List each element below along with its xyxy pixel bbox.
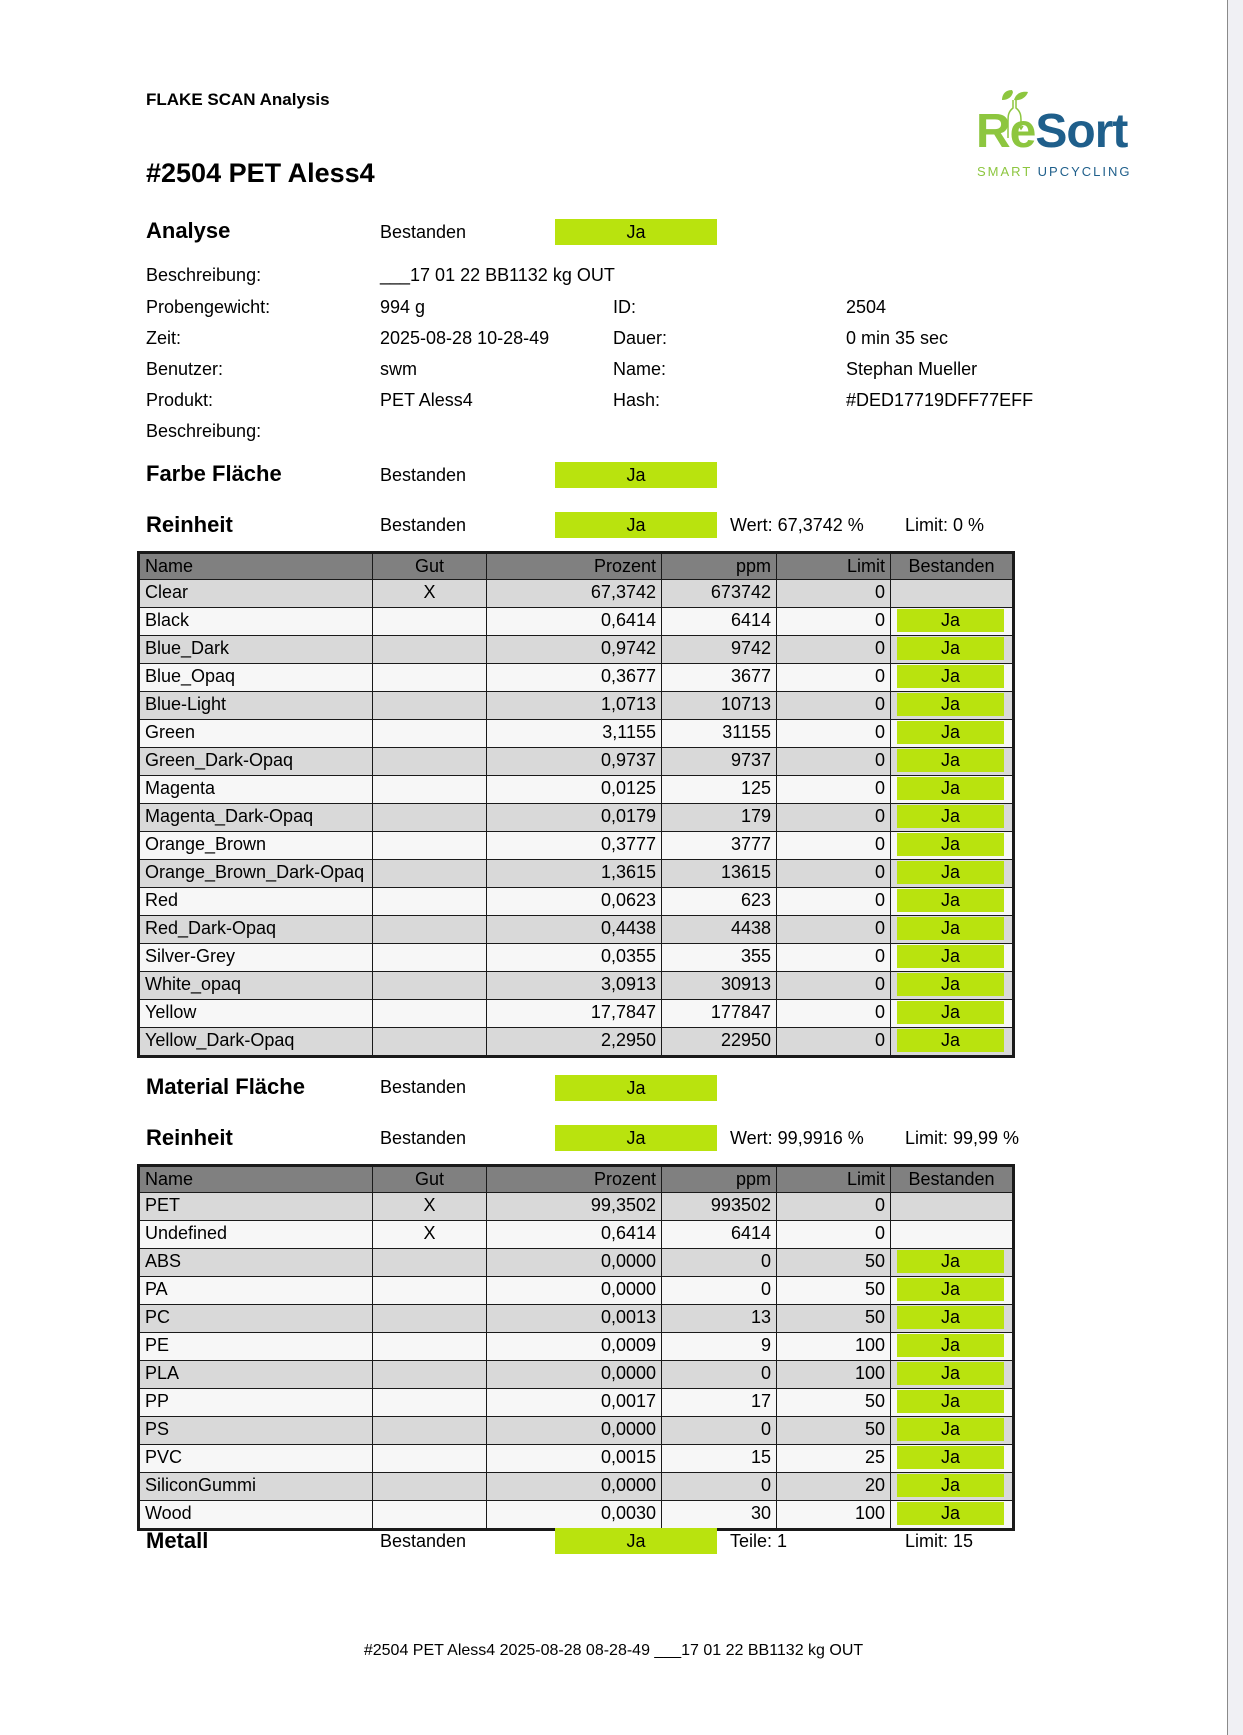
cell-prozent: 0,4438 — [487, 916, 662, 944]
name-value: Stephan Mueller — [846, 359, 978, 379]
cell-limit: 0 — [777, 1193, 891, 1221]
cell-ppm: 13 — [662, 1305, 777, 1333]
cell-bestanden — [891, 944, 1014, 972]
table-row — [139, 1473, 1014, 1501]
cell-name: Blue_Dark — [139, 636, 373, 664]
cell-name: Wood — [139, 1501, 373, 1530]
cell-limit: 0 — [777, 888, 891, 916]
cell-limit: 50 — [777, 1249, 891, 1277]
column-header-ppm: ppm — [662, 553, 777, 580]
cell-ppm: 31155 — [662, 720, 777, 748]
table-row — [139, 972, 1014, 1000]
cell-prozent: 0,0125 — [487, 776, 662, 804]
cell-limit: 0 — [777, 748, 891, 776]
cell-gut — [373, 1389, 487, 1417]
pass-badge: Ja — [897, 861, 1004, 884]
logo-tagline: SMART UPCYCLING — [977, 164, 1132, 179]
cell-bestanden — [891, 692, 1014, 720]
pass-badge: Ja — [897, 1306, 1004, 1329]
cell-bestanden — [891, 1305, 1014, 1333]
pass-badge: Ja — [897, 637, 1004, 660]
zeit-value: 2025-08-28 10-28-49 — [380, 328, 550, 348]
cell-ppm: 355 — [662, 944, 777, 972]
section-title-material: Material Fläche — [146, 1074, 305, 1099]
zeit-label: Zeit: — [146, 328, 182, 348]
report-label: FLAKE SCAN Analysis — [146, 90, 330, 109]
cell-bestanden — [891, 748, 1014, 776]
cell-ppm: 30 — [662, 1501, 777, 1530]
metall-status-label: Bestanden — [380, 1531, 467, 1551]
cell-bestanden — [891, 580, 1014, 608]
table-row — [139, 636, 1014, 664]
resort-logo — [970, 88, 1140, 183]
table-row — [139, 1000, 1014, 1028]
cell-gut — [373, 608, 487, 636]
cell-ppm: 10713 — [662, 692, 777, 720]
table-header-row — [139, 1166, 1014, 1193]
cell-limit: 0 — [777, 1028, 891, 1057]
cell-bestanden — [891, 1249, 1014, 1277]
page-footer: #2504 PET Aless4 2025-08-28 08-28-49 ___17 01 22 BB1132 kg OUT — [363, 1642, 864, 1659]
pass-badge: Ja — [897, 1001, 1004, 1024]
material-reinheit-status-label: Bestanden — [380, 1128, 467, 1148]
table-row — [139, 1501, 1014, 1530]
farbe-reinheit-status-label: Bestanden — [380, 515, 467, 535]
table-row — [139, 888, 1014, 916]
cell-prozent: 0,0030 — [487, 1501, 662, 1530]
column-header-gut: Gut — [373, 553, 487, 580]
cell-gut: X — [373, 1221, 487, 1249]
farbe-reinheit-status-badge: Ja — [555, 512, 717, 538]
farbe-status-badge: Ja — [555, 462, 717, 488]
cell-gut — [373, 720, 487, 748]
cell-ppm: 177847 — [662, 1000, 777, 1028]
cell-gut: X — [373, 1193, 487, 1221]
cell-name: Orange_Brown_Dark-Opaq — [139, 860, 373, 888]
cell-limit: 100 — [777, 1333, 891, 1361]
cell-prozent: 99,3502 — [487, 1193, 662, 1221]
hash-value: #DED17719DFF77EFF — [846, 390, 1034, 410]
column-header-bestanden: Bestanden — [891, 1166, 1014, 1193]
cell-ppm: 15 — [662, 1445, 777, 1473]
cell-prozent: 0,0015 — [487, 1445, 662, 1473]
section-title-material-reinheit: Reinheit — [146, 1125, 233, 1150]
cell-ppm: 9 — [662, 1333, 777, 1361]
cell-gut — [373, 1501, 487, 1530]
hash-label: Hash: — [613, 390, 661, 410]
column-header-limit: Limit — [777, 1166, 891, 1193]
cell-limit: 50 — [777, 1277, 891, 1305]
section-title-metall: Metall — [146, 1528, 209, 1553]
table-row — [139, 1193, 1014, 1221]
cell-limit: 0 — [777, 1000, 891, 1028]
cell-name: PLA — [139, 1361, 373, 1389]
cell-prozent: 0,0013 — [487, 1305, 662, 1333]
cell-prozent: 0,0000 — [487, 1417, 662, 1445]
cell-ppm: 3777 — [662, 832, 777, 860]
cell-limit: 0 — [777, 860, 891, 888]
cell-limit: 0 — [777, 720, 891, 748]
cell-prozent: 0,0179 — [487, 804, 662, 832]
cell-limit: 20 — [777, 1473, 891, 1501]
cell-gut — [373, 1000, 487, 1028]
cell-bestanden — [891, 916, 1014, 944]
cell-bestanden — [891, 832, 1014, 860]
table-row — [139, 1445, 1014, 1473]
cell-prozent: 2,2950 — [487, 1028, 662, 1057]
cell-bestanden — [891, 1501, 1014, 1530]
cell-prozent: 0,6414 — [487, 1221, 662, 1249]
pass-badge: Ja — [897, 1418, 1004, 1441]
cell-ppm: 6414 — [662, 1221, 777, 1249]
material-table — [137, 1164, 1015, 1531]
cell-gut — [373, 1473, 487, 1501]
benutzer-label: Benutzer: — [146, 359, 224, 379]
cell-bestanden — [891, 1417, 1014, 1445]
table-row — [139, 832, 1014, 860]
cell-prozent: 0,0000 — [487, 1361, 662, 1389]
cell-prozent: 0,6414 — [487, 608, 662, 636]
cell-ppm: 9742 — [662, 636, 777, 664]
analyse-status-badge: Ja — [555, 219, 717, 245]
cell-gut — [373, 804, 487, 832]
cell-limit: 0 — [777, 1221, 891, 1249]
cell-limit: 25 — [777, 1445, 891, 1473]
cell-limit: 100 — [777, 1501, 891, 1530]
analyse-status-label: Bestanden — [380, 222, 467, 242]
cell-gut — [373, 1361, 487, 1389]
produkt-label: Produkt: — [146, 390, 214, 410]
section-title-analyse: Analyse — [146, 218, 231, 243]
cell-gut — [373, 692, 487, 720]
cell-gut — [373, 636, 487, 664]
cell-name: PA — [139, 1277, 373, 1305]
metall-status-badge: Ja — [555, 1528, 717, 1554]
dauer-value: 0 min 35 sec — [846, 328, 949, 348]
table-row — [139, 1361, 1014, 1389]
farbe-reinheit-wert: Wert: 67,3742 % — [730, 515, 864, 535]
cell-gut — [373, 944, 487, 972]
farbe-reinheit-limit: Limit: 0 % — [905, 515, 985, 535]
table-row — [139, 692, 1014, 720]
cell-prozent: 0,0355 — [487, 944, 662, 972]
cell-gut — [373, 1277, 487, 1305]
pass-badge: Ja — [897, 693, 1004, 716]
cell-bestanden — [891, 636, 1014, 664]
pass-badge: Ja — [897, 777, 1004, 800]
cell-prozent: 3,0913 — [487, 972, 662, 1000]
table-row — [139, 720, 1014, 748]
cell-name: Blue_Opaq — [139, 664, 373, 692]
table-row — [139, 1221, 1014, 1249]
pass-badge: Ja — [897, 805, 1004, 828]
pass-badge: Ja — [897, 945, 1004, 968]
beschreibung-value: ___17 01 22 BB1132 kg OUT — [380, 265, 615, 285]
material-reinheit-limit: Limit: 99,99 % — [905, 1128, 1020, 1148]
cell-limit: 0 — [777, 916, 891, 944]
cell-name: Magenta_Dark-Opaq — [139, 804, 373, 832]
cell-bestanden — [891, 888, 1014, 916]
probengewicht-label: Probengewicht: — [146, 297, 271, 317]
cell-gut — [373, 1028, 487, 1057]
cell-bestanden — [891, 1277, 1014, 1305]
cell-limit: 50 — [777, 1305, 891, 1333]
cell-ppm: 993502 — [662, 1193, 777, 1221]
pass-badge: Ja — [897, 973, 1004, 996]
cell-limit: 50 — [777, 1417, 891, 1445]
pass-badge: Ja — [897, 1250, 1004, 1273]
table-row — [139, 944, 1014, 972]
column-header-name: Name — [139, 553, 373, 580]
table-row — [139, 860, 1014, 888]
table-row — [139, 916, 1014, 944]
cell-prozent: 1,0713 — [487, 692, 662, 720]
material-status-label: Bestanden — [380, 1077, 467, 1097]
pass-badge: Ja — [897, 1029, 1004, 1052]
cell-ppm: 13615 — [662, 860, 777, 888]
cell-name: White_opaq — [139, 972, 373, 1000]
column-header-gut: Gut — [373, 1166, 487, 1193]
cell-limit: 0 — [777, 944, 891, 972]
cell-bestanden — [891, 720, 1014, 748]
cell-bestanden — [891, 1389, 1014, 1417]
pass-badge: Ja — [897, 721, 1004, 744]
cell-bestanden — [891, 972, 1014, 1000]
table-row — [139, 1277, 1014, 1305]
cell-limit: 0 — [777, 972, 891, 1000]
cell-limit: 0 — [777, 804, 891, 832]
cell-ppm: 30913 — [662, 972, 777, 1000]
cell-gut — [373, 1249, 487, 1277]
name-label: Name: — [613, 359, 667, 379]
cell-gut — [373, 832, 487, 860]
cell-bestanden — [891, 1361, 1014, 1389]
cell-bestanden — [891, 1000, 1014, 1028]
cell-ppm: 22950 — [662, 1028, 777, 1057]
cell-name: Orange_Brown — [139, 832, 373, 860]
cell-limit: 100 — [777, 1361, 891, 1389]
pass-badge: Ja — [897, 1502, 1004, 1525]
column-header-limit: Limit — [777, 553, 891, 580]
cell-ppm: 17 — [662, 1389, 777, 1417]
farbe-table — [137, 551, 1015, 1058]
cell-prozent: 17,7847 — [487, 1000, 662, 1028]
id-value: 2504 — [846, 297, 887, 317]
cell-name: Yellow — [139, 1000, 373, 1028]
cell-ppm: 4438 — [662, 916, 777, 944]
cell-bestanden — [891, 608, 1014, 636]
beschreibung2-label: Beschreibung: — [146, 421, 262, 441]
pass-badge: Ja — [897, 749, 1004, 772]
cell-bestanden — [891, 804, 1014, 832]
table-row — [139, 608, 1014, 636]
cell-ppm: 9737 — [662, 748, 777, 776]
pass-badge: Ja — [897, 889, 1004, 912]
material-status-badge: Ja — [555, 1075, 717, 1101]
cell-bestanden — [891, 1193, 1014, 1221]
cell-gut — [373, 972, 487, 1000]
cell-name: Blue-Light — [139, 692, 373, 720]
cell-name: PP — [139, 1389, 373, 1417]
cell-bestanden — [891, 1221, 1014, 1249]
metall-teile: Teile: 1 — [730, 1531, 788, 1551]
cell-name: PET — [139, 1193, 373, 1221]
cell-limit: 0 — [777, 776, 891, 804]
cell-prozent: 3,1155 — [487, 720, 662, 748]
cell-limit: 0 — [777, 664, 891, 692]
cell-name: Red — [139, 888, 373, 916]
probengewicht-value: 994 g — [380, 297, 426, 317]
cell-limit: 0 — [777, 608, 891, 636]
cell-name: PVC — [139, 1445, 373, 1473]
cell-gut — [373, 1333, 487, 1361]
cell-name: Magenta — [139, 776, 373, 804]
column-header-ppm: ppm — [662, 1166, 777, 1193]
cell-bestanden — [891, 1333, 1014, 1361]
section-title-farbe-reinheit: Reinheit — [146, 512, 233, 537]
cell-name: Yellow_Dark-Opaq — [139, 1028, 373, 1057]
table-row — [139, 1417, 1014, 1445]
table-row — [139, 776, 1014, 804]
cell-prozent: 0,0000 — [487, 1249, 662, 1277]
cell-ppm: 0 — [662, 1277, 777, 1305]
cell-prozent: 0,0623 — [487, 888, 662, 916]
material-reinheit-status-badge: Ja — [555, 1125, 717, 1151]
cell-prozent: 0,9737 — [487, 748, 662, 776]
cell-gut — [373, 1445, 487, 1473]
pass-badge: Ja — [897, 1362, 1004, 1385]
beschreibung-label: Beschreibung: — [146, 265, 262, 285]
id-label: ID: — [613, 297, 637, 317]
section-title-farbe: Farbe Fläche — [146, 461, 282, 486]
material-table-body — [139, 1193, 1014, 1530]
table-row — [139, 580, 1014, 608]
cell-gut — [373, 916, 487, 944]
cell-gut — [373, 748, 487, 776]
cell-prozent: 0,0000 — [487, 1473, 662, 1501]
pass-badge: Ja — [897, 665, 1004, 688]
cell-gut — [373, 664, 487, 692]
cell-name: SiliconGummi — [139, 1473, 373, 1501]
column-header-prozent: Prozent — [487, 553, 662, 580]
cell-prozent: 1,3615 — [487, 860, 662, 888]
cell-ppm: 673742 — [662, 580, 777, 608]
column-header-name: Name — [139, 1166, 373, 1193]
pass-badge: Ja — [897, 833, 1004, 856]
cell-prozent: 0,9742 — [487, 636, 662, 664]
cell-ppm: 3677 — [662, 664, 777, 692]
cell-prozent: 0,0000 — [487, 1277, 662, 1305]
cell-limit: 0 — [777, 832, 891, 860]
cell-limit: 50 — [777, 1389, 891, 1417]
cell-gut — [373, 888, 487, 916]
produkt-value: PET Aless4 — [380, 390, 473, 410]
table-row — [139, 664, 1014, 692]
pass-badge: Ja — [897, 1278, 1004, 1301]
table-row — [139, 804, 1014, 832]
cell-bestanden — [891, 860, 1014, 888]
cell-bestanden — [891, 664, 1014, 692]
cell-prozent: 0,3677 — [487, 664, 662, 692]
cell-ppm: 179 — [662, 804, 777, 832]
benutzer-value: swm — [380, 359, 417, 379]
cell-ppm: 125 — [662, 776, 777, 804]
cell-ppm: 0 — [662, 1473, 777, 1501]
cell-limit: 0 — [777, 580, 891, 608]
cell-name: Green_Dark-Opaq — [139, 748, 373, 776]
cell-gut: X — [373, 580, 487, 608]
pass-badge: Ja — [897, 1334, 1004, 1357]
pass-badge: Ja — [897, 609, 1004, 632]
cell-prozent: 0,0017 — [487, 1389, 662, 1417]
pass-badge: Ja — [897, 1390, 1004, 1413]
vertical-scrollbar[interactable] — [1227, 0, 1243, 1735]
cell-limit: 0 — [777, 636, 891, 664]
cell-ppm: 623 — [662, 888, 777, 916]
cell-gut — [373, 1417, 487, 1445]
table-row — [139, 1249, 1014, 1277]
table-row — [139, 748, 1014, 776]
cell-gut — [373, 1305, 487, 1333]
cell-name: Green — [139, 720, 373, 748]
pass-badge: Ja — [897, 1446, 1004, 1469]
metall-limit: Limit: 15 — [905, 1531, 974, 1551]
cell-ppm: 0 — [662, 1361, 777, 1389]
cell-name: Red_Dark-Opaq — [139, 916, 373, 944]
farbe-status-label: Bestanden — [380, 465, 467, 485]
cell-name: Black — [139, 608, 373, 636]
cell-bestanden — [891, 1028, 1014, 1057]
cell-bestanden — [891, 776, 1014, 804]
table-header-row — [139, 553, 1014, 580]
cell-limit: 0 — [777, 692, 891, 720]
column-header-bestanden: Bestanden — [891, 553, 1014, 580]
cell-gut — [373, 776, 487, 804]
cell-name: PS — [139, 1417, 373, 1445]
cell-bestanden — [891, 1473, 1014, 1501]
cell-ppm: 0 — [662, 1249, 777, 1277]
cell-ppm: 6414 — [662, 608, 777, 636]
column-header-prozent: Prozent — [487, 1166, 662, 1193]
dauer-label: Dauer: — [613, 328, 668, 348]
cell-name: Undefined — [139, 1221, 373, 1249]
material-reinheit-wert: Wert: 99,9916 % — [730, 1128, 864, 1148]
cell-gut — [373, 860, 487, 888]
cell-name: PE — [139, 1333, 373, 1361]
table-row — [139, 1028, 1014, 1057]
logo-wordmark: ReSort — [976, 105, 1128, 158]
cell-name: PC — [139, 1305, 373, 1333]
cell-prozent: 0,3777 — [487, 832, 662, 860]
page-title: #2504 PET Aless4 — [146, 158, 375, 188]
table-row — [139, 1305, 1014, 1333]
table-row — [139, 1333, 1014, 1361]
pass-badge: Ja — [897, 917, 1004, 940]
farbe-table-body — [139, 580, 1014, 1057]
cell-name: Clear — [139, 580, 373, 608]
cell-prozent: 67,3742 — [487, 580, 662, 608]
cell-name: Silver-Grey — [139, 944, 373, 972]
pass-badge: Ja — [897, 1474, 1004, 1497]
cell-ppm: 0 — [662, 1417, 777, 1445]
cell-prozent: 0,0009 — [487, 1333, 662, 1361]
cell-bestanden — [891, 1445, 1014, 1473]
table-row — [139, 1389, 1014, 1417]
cell-name: ABS — [139, 1249, 373, 1277]
